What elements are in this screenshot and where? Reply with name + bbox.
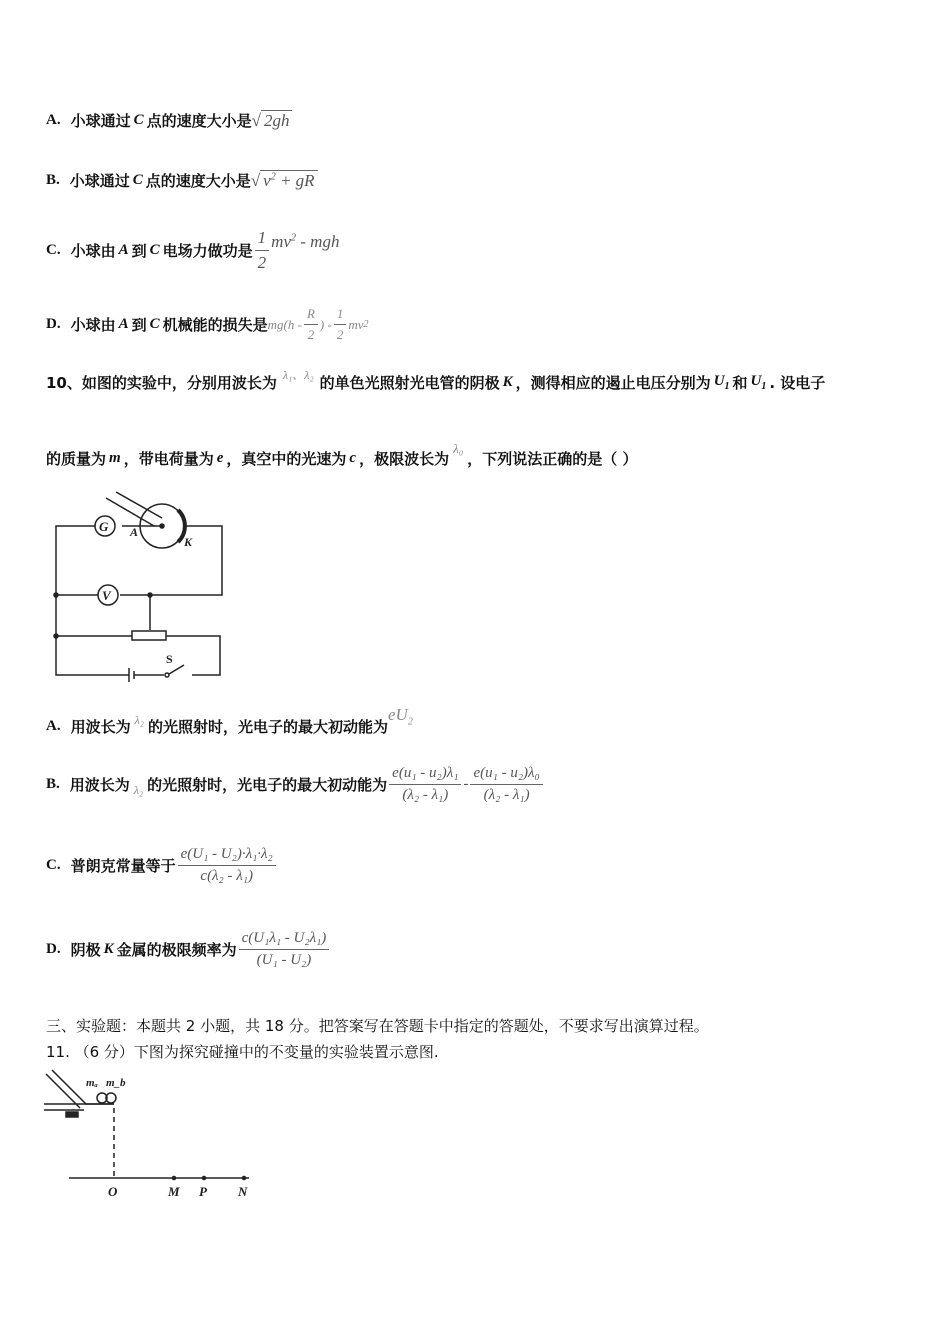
cathode-label: K [184,535,193,549]
option-text: 的光照射时，光电子的最大初动能为 [147,717,388,736]
stem-text: 的单色光照射光电管的阴极 [319,374,500,392]
stem-text: ，真空中的光速为 [226,450,347,468]
formula-part: mv [348,316,364,332]
denominator: (U₁ - U₂) [256,952,312,968]
subscript: 1 [761,381,767,392]
formula: λ₁、λ₂ [282,368,314,382]
variable: c [349,450,357,466]
option-text: 到 [131,242,147,260]
formula: √ 2gh [252,111,293,131]
stem-text: 10、如图的实验中，分别用波长为 [46,374,277,392]
option-text: 用波长为 [70,717,131,736]
option-label: A. [46,717,61,734]
stem-text: . 设电子 [769,374,826,392]
light-ray [106,498,154,526]
section-heading: 三、实验题：本题共 2 小题，共 18 分。把答案写在答题卡中指定的答题处，不要求写出演算过程。 [46,1017,709,1035]
variable: C [149,316,160,332]
formula-sup: 2 [291,232,296,244]
variable-letter: U [713,373,725,389]
switch-label: S [166,652,173,666]
formula-part: v [263,170,271,190]
subscript: 1 [724,381,730,392]
formula [237,930,332,969]
option-text: 小球通过 [69,172,130,190]
numerator: c(U₁λ₁ - U₂λ₁) [239,930,330,950]
formula-part: ) - [319,316,332,332]
q9-option-d [46,306,369,343]
rheostat [132,631,166,640]
option-label: C. [46,242,61,258]
q10-option-a [46,705,413,737]
formula-part: eU [388,705,408,724]
stem-text: ，下列说法正确的是（ ） [467,450,638,468]
denominator: (λ₂ - λ₁) [402,787,449,803]
formula [176,846,278,885]
formula [388,705,413,727]
option-text: 电场力做功是 [162,242,253,260]
option-label: B. [46,172,60,188]
formula-radicand: 2gh [261,110,293,130]
formula-sup: 2 [270,170,276,182]
option-text: 阴极 [70,941,101,959]
variable: C [149,242,160,258]
numerator: e(u₁ - u₂)λ₀ [470,765,542,785]
formula-sup: 2 [363,319,369,330]
numerator: e(U₁ - U₂)·λ₁·λ₂ [178,846,276,866]
collision-apparatus-diagram [44,1068,259,1203]
variable: K [103,941,114,957]
variable: C [133,112,144,128]
variable: A [118,242,129,258]
formula: λ₂ [134,712,144,727]
formula-part: mv [271,232,291,251]
anode-label: A [130,525,139,539]
formula [387,765,545,804]
subscript: 2 [407,716,413,728]
q9-option-b [46,170,318,191]
numerator: 1 [334,306,347,325]
point-p-label: P [199,1184,207,1199]
formula-part: - mgh [296,232,340,251]
formula: λ₂ [133,783,144,797]
option-text: 点的速度大小是 [146,112,252,130]
option-label: B. [46,776,60,792]
stem-text: 和 [732,374,748,392]
formula-part: + gR [275,170,315,190]
formula-part: mg(h - [267,316,302,332]
switch [169,665,184,674]
formula: √ $v^2$ + gR [251,171,318,191]
variable-letter: U [750,373,762,389]
variable: m [109,450,121,466]
q9-option-c [46,228,339,273]
point-m-label: M [168,1184,180,1199]
stem-text: ，极限波长为 [359,450,450,468]
point-n-label: N [238,1184,248,1199]
q11-stem: 11. （6 分）下图为探究碰撞中的不变量的实验装置示意图. [46,1043,439,1061]
q10-option-b [46,765,545,804]
point-o-label: O [108,1184,118,1199]
minus-sign: - [463,776,469,792]
variable: K [502,374,513,390]
option-text: 小球由 [70,242,116,260]
q10-stem-line2 [46,440,638,469]
variable: C [132,172,143,188]
option-text: 金属的极限频率为 [116,941,237,959]
option-label: D. [46,316,61,332]
option-label: A. [46,112,61,128]
option-label: D. [46,941,61,957]
formula: λ₀ [453,440,464,456]
voltmeter-label: V [102,588,111,603]
variable: A [118,316,129,332]
option-text: 普朗克常量等于 [70,857,176,875]
numerator: 1 [255,228,270,251]
denominator: (λ₂ - λ₁) [483,787,530,803]
q10-option-c [46,846,278,885]
numerator: R [304,306,318,325]
variable [751,373,767,392]
ramp [46,1074,80,1108]
galvanometer-label: G [99,519,109,534]
mass-b-label: m_b [106,1077,126,1089]
denominator: c(λ₂ - λ₁) [200,868,253,884]
option-text: 机械能的损失是 [162,316,268,334]
denominator: 2 [257,253,267,272]
mass-a-label: mₐ [86,1077,98,1089]
option-text: 用波长为 [69,776,130,794]
stem-text: 的质量为 [46,450,107,468]
option-label: C. [46,857,61,873]
denominator: 2 [307,327,315,342]
option-text: 点的速度大小是 [145,172,251,190]
photoelectric-circuit-diagram [44,490,229,690]
stem-text: ，测得相应的遏止电压分别为 [515,374,711,392]
q10-option-d [46,930,331,969]
option-text: 小球由 [70,316,116,334]
stem-text: ，带电荷量为 [123,450,214,468]
variable [714,373,730,392]
option-text: 到 [131,316,147,334]
denominator: 2 [336,327,344,342]
formula [253,228,340,273]
clamp [66,1112,78,1117]
option-text: 小球通过 [70,112,131,130]
numerator: e(u₁ - u₂)λ₁ [389,765,461,785]
option-text: 的光照射时，光电子的最大初动能为 [147,776,388,794]
q9-option-a [46,110,292,131]
variable: e [216,450,224,466]
q10-stem-line1 [46,368,826,393]
formula [268,306,369,343]
